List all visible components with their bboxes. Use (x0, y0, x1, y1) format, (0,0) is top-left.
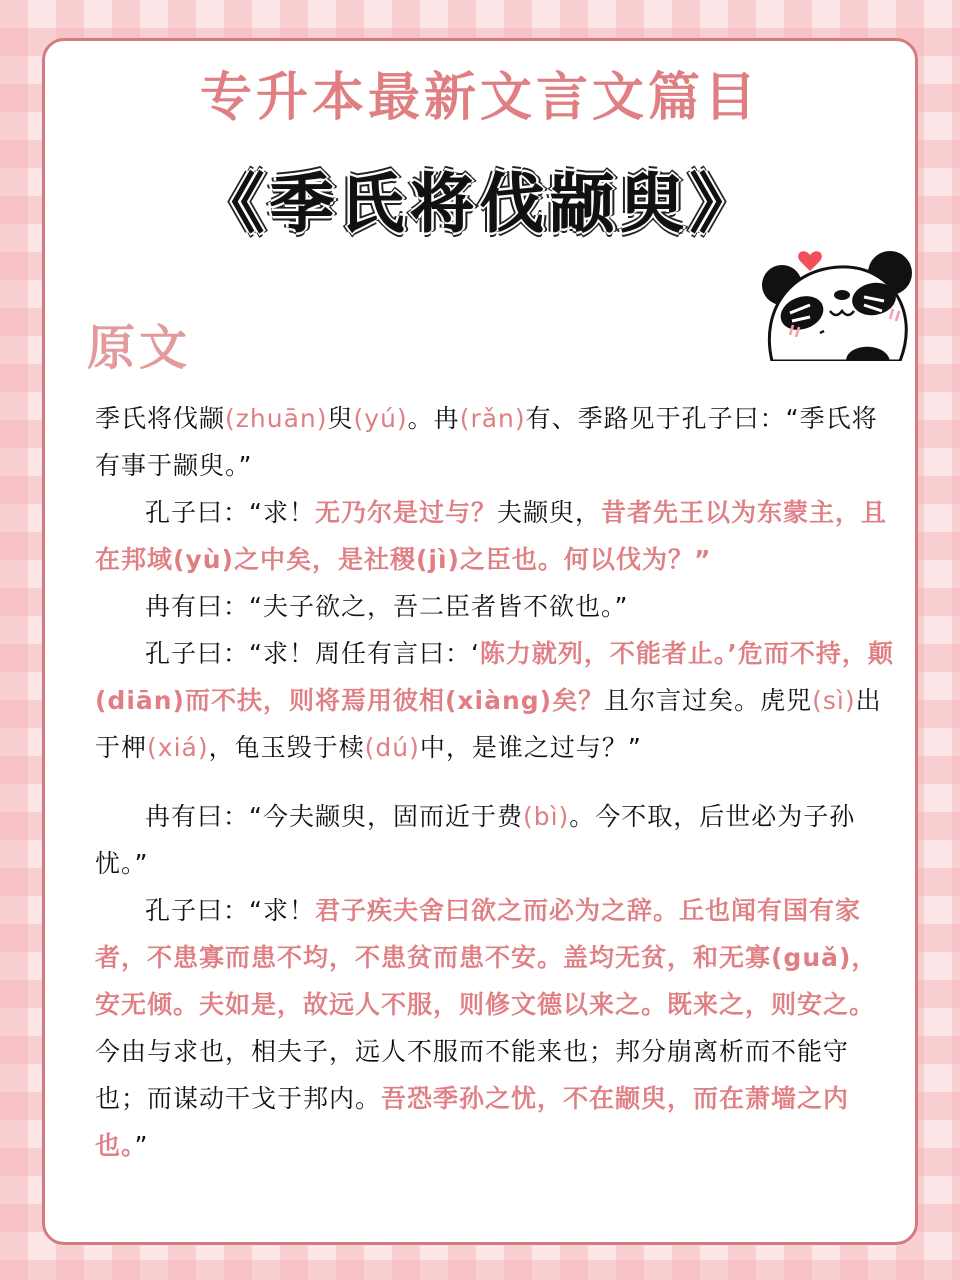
text-segment: 。冉 (407, 404, 460, 433)
pinyin-annotation: (yú) (353, 404, 408, 433)
paragraph-6 (95, 887, 895, 1169)
text-segment: ，龟玉毁于椟 (208, 733, 365, 762)
classical-text-body (95, 395, 895, 1169)
text-segment: 臾 (327, 404, 354, 433)
content-card (42, 38, 918, 1245)
page-title: 《季氏将伐颛臾》 (200, 168, 760, 242)
text-segment: ” (134, 1131, 149, 1160)
text-segment: 且尔言过矣。虎兕 (604, 686, 813, 715)
paragraph-5 (95, 793, 895, 887)
subtitle: 专升本最新文言文篇目 (199, 68, 760, 128)
highlighted-text: 吾恐季孙之忧，不在颛臾，而在萧墙之内也。 (95, 1084, 850, 1160)
text-segment: 冉有曰：“夫子欲之，吾二臣者皆不欲也。” (145, 592, 629, 621)
highlighted-text: 君子疾夫舍曰欲之而必为之辞。丘也闻有国有家者，不患寡而患不均，不患贫而患不安。盖均无贫，和无寡(guǎ)，安无倾。夫如是，故远人不服，则修文德以来之。既来之，则安之。 (95, 896, 878, 1019)
pinyin-annotation: (sì) (812, 686, 856, 715)
text-segment: 今由与求也，相夫子，远人不服而不能来也；邦分崩离析而不能守也；而谋动干戈于邦内。 (95, 1037, 850, 1113)
paragraph-3 (95, 583, 895, 630)
text-segment: 有、季路见于孔子曰：“季氏将有事于颛臾。” (95, 404, 878, 480)
text-segment: 夫颛臾， (496, 498, 601, 527)
text-segment: 孔子曰：“求！周任有言曰：‘ (145, 639, 480, 668)
paragraph-gap (95, 771, 895, 793)
highlighted-text: 陈力就列，不能者止。’危而不持，颠(diān)而不扶，则将焉用彼相(xiàng)矣？ (95, 639, 894, 715)
text-segment: 。今不取，后世必为子孙忧。” (95, 802, 856, 878)
paragraph-4 (95, 630, 895, 771)
pinyin-annotation: (xiá) (147, 733, 209, 762)
panda-sticker-icon (750, 241, 920, 361)
paragraph-1 (95, 395, 895, 489)
highlighted-text: 无乃尔是过与？ (314, 498, 497, 527)
text-segment: 季氏将伐颛 (95, 404, 226, 433)
pinyin-annotation: (dú) (364, 733, 420, 762)
text-segment: 孔子曰：“求！ (145, 896, 315, 925)
highlighted-text: 昔者先王以为东蒙主，且在邦域(yù)之中矣，是社稷(jì)之臣也。何以伐为？” (95, 498, 887, 574)
paragraph-2 (95, 489, 895, 583)
pinyin-annotation: (zhuān) (225, 404, 328, 433)
text-segment: 出于柙 (95, 686, 882, 762)
section-heading: 原文 (87, 320, 192, 376)
text-segment: 孔子曰：“求！ (145, 498, 315, 527)
pinyin-annotation: (bì) (522, 802, 570, 831)
text-segment: 中，是谁之过与？” (419, 733, 642, 762)
text-segment: 冉有曰：“今夫颛臾，固而近于费 (145, 802, 523, 831)
pinyin-annotation: (rǎn) (459, 404, 526, 433)
